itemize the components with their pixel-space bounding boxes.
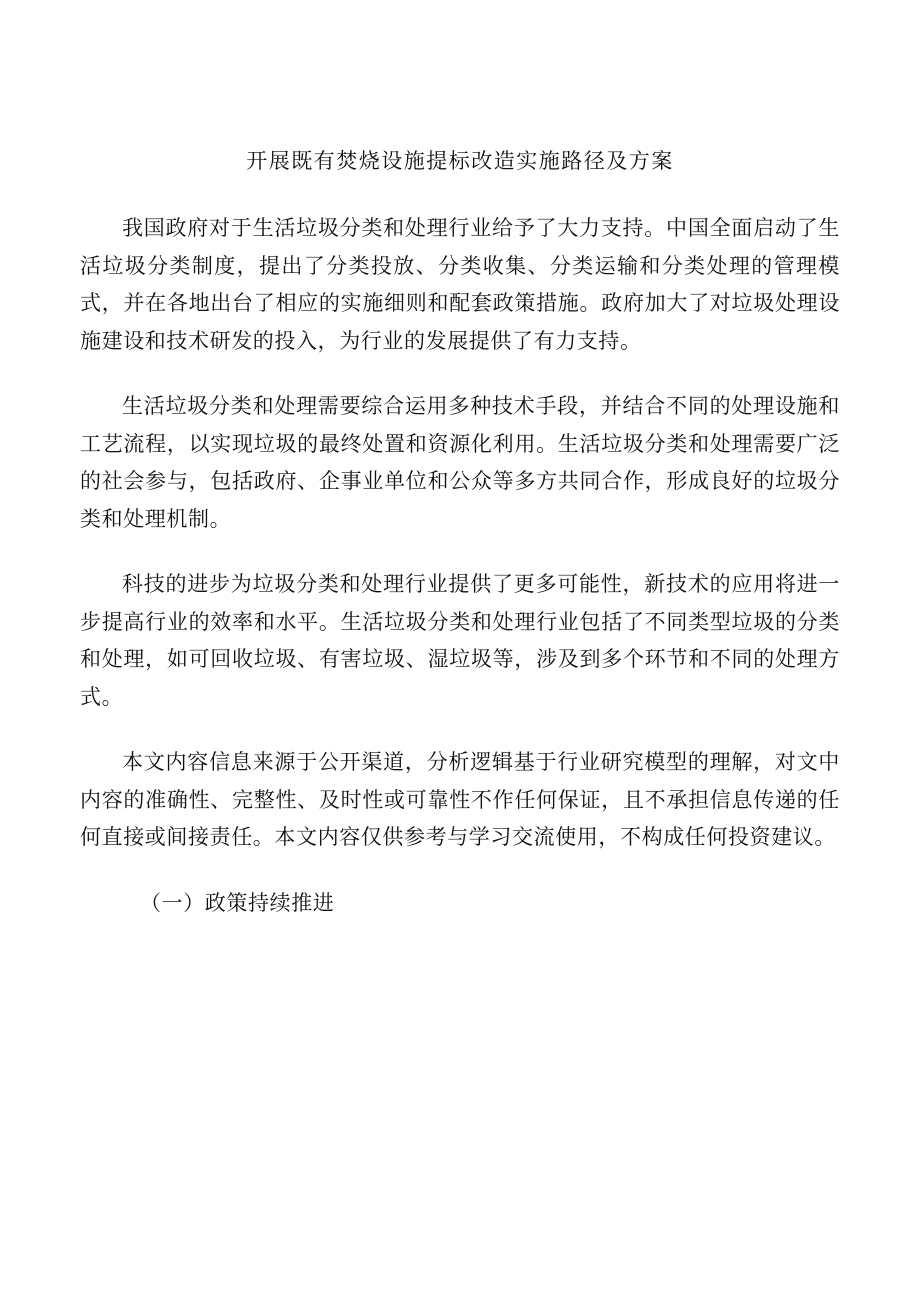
document-title: 开展既有焚烧设施提标改造实施路径及方案: [246, 149, 674, 173]
document-body: [80, 210, 840, 922]
section-heading-policy: （一）政策持续推进: [140, 890, 335, 915]
paragraph-technical-means: 生活垃圾分类和处理需要综合运用多种技术手段，并结合不同的处理设施和工艺流程，以实现垃圾的最终处置和资源化利用。生活垃圾分类和处理需要广泛的社会参与，包括政府、企事业单位和公众等多方共同合作，形成良好的垃圾分类和处理机制。: [80, 394, 840, 531]
paragraph-technology-progress: 科技的进步为垃圾分类和处理行业提供了更多可能性，新技术的应用将进一步提高行业的效率和水平。生活垃圾分类和处理行业包括了不同类型垃圾的分类和处理，如可回收垃圾、有害垃圾、湿垃圾等，涉及到多个环节和不同的处理方式。: [80, 572, 840, 709]
paragraph-government-support: 我国政府对于生活垃圾分类和处理行业给予了大力支持。中国全面启动了生活垃圾分类制度，提出了分类投放、分类收集、分类运输和分类处理的管理模式，并在各地出台了相应的实施细则和配套政策措施。政府加大了对垃圾处理设施建设和技术研发的投入，为行业的发展提供了有力支持。: [80, 216, 840, 353]
paragraph-disclaimer: 本文内容信息来源于公开渠道，分析逻辑基于行业研究模型的理解，对文中内容的准确性、完整性、及时性或可靠性不作任何保证，且不承担信息传递的任何直接或间接责任。本文内容仅供参考与学习交流使用，不构成任何投资建议。: [80, 750, 840, 849]
